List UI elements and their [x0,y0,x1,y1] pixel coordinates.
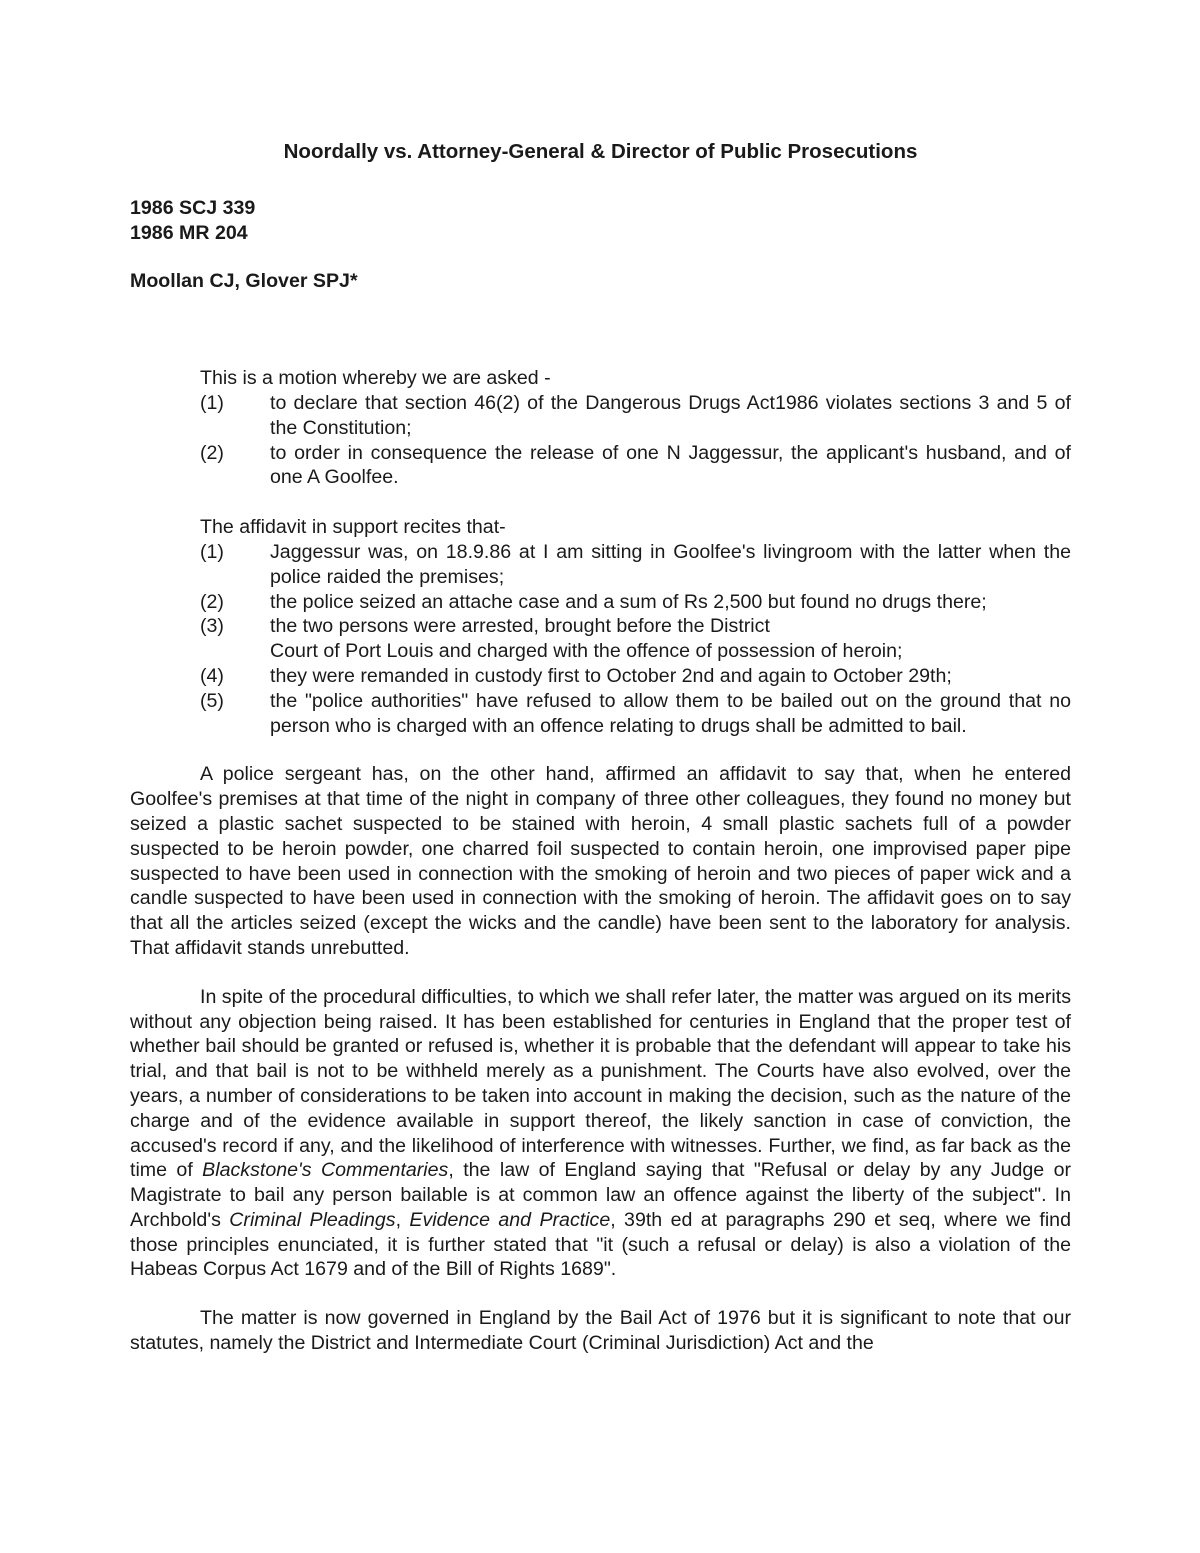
list-item [130,441,1071,491]
item-number: (1) [200,391,224,414]
item-text: to order in consequence the release of one N Jaggessur, the applicant's husband, and of one A Goolfee. [270,441,1071,489]
paragraph-text: , 39th ed at paragraphs 290 et seq, where we find those principles enunciated, it is further stated that "it (such a refusal or delay) is also a violation of the Habeas Corpus Act 1679 and of the Bill of Rights 1689". [130,1208,1071,1281]
italic-title: Evidence and Practice [409,1208,611,1231]
judges-line: Moollan CJ, Glover SPJ* [130,270,358,293]
item-text: Jaggessur was, on 18.9.86 at I am sitting in Goolfee's livingroom with the latter when the police raided the premises; [270,540,1071,588]
paragraph-procedural [130,985,1071,1283]
item-number: (2) [200,441,224,464]
paragraph-police-sergeant: A police sergeant has, on the other hand, affirmed an affidavit to say that, when he entered Goolfee's premises at that time of the night in company of three other colleagues, they found no money but seized a plastic sachet suspected to be stained with heroin, 4 small plastic sachets full of a powder suspected to be heroin powder, one charred foil suspected to contain heroin, one improvised paper pipe suspected to have been used in connection with the smoking of heroin and two pieces of paper wick and a candle suspected to have been used in connection with the smoking of heroin. The affidavit goes on to say that all the articles seized (except the wicks and the candle) have been sent to the laboratory for analysis. That affidavit stands unrebutted. [130,763,1071,959]
list-item [130,590,1071,615]
list-item [130,391,1071,441]
document-page [130,140,1071,1356]
item-text: they were remanded in custody first to October 2nd and again to October 29th; [270,664,952,687]
item-number: (2) [200,590,224,613]
item-number: (3) [200,615,224,638]
item-text-line2: Court of Port Louis and charged with the offence of possession of heroin; [270,640,903,663]
item-number: (1) [200,540,224,563]
affidavit-section [130,515,1071,738]
motion-section [130,366,1071,490]
motion-intro: This is a motion whereby we are asked - [200,367,551,390]
italic-title: Criminal Pleadings [229,1208,396,1231]
item-text: to declare that section 46(2) of the Dangerous Drugs Act1986 violates sections 3 and 5 of the Constitution; [270,391,1071,439]
paragraph-text: , the law of England saying that "Refusal or delay by any Judge or Magistrate to bail any person bailable is at common law an offence against the liberty of the subject". In Archbold's [130,1159,1071,1231]
affidavit-intro: The affidavit in support recites that- [200,516,506,539]
citation-mr: 1986 MR 204 [130,221,248,244]
item-text-line1: the two persons were arrested, brought before the District [270,615,770,638]
case-title: Noordally vs. Attorney-General & Director of Public Prosecutions [283,140,918,163]
italic-title: Blackstone's Commentaries [202,1159,449,1182]
item-text: the police seized an attache case and a sum of Rs 2,500 but found no drugs there; [270,590,987,613]
citation-scj: 1986 SCJ 339 [130,196,256,219]
list-item [130,540,1071,590]
item-text: the "police authorities" have refused to allow them to be bailed out on the ground that no person who is charged with an offence relating to drugs shall be admitted to bail. [270,689,1071,737]
item-number: (5) [200,689,224,712]
motion-list [130,391,1071,490]
paragraph-text: In spite of the procedural difficulties, to which we shall refer later, the matter was argued on its merits without any objection being raised. It has been established for centuries in England that the proper test of whether bail should be granted or refused is, whether it is probable that the defendant will appear to take his trial, and that bail is not to be withheld merely as a punishment. The Courts have also evolved, over the years, a number of considerations to be taken into account in making the decision, such as the nature of the charge and of the evidence available in support thereof, the likely sanction in case of conviction, the accused's record if any, and the likelihood of interference with witnesses. Further, we find, as far back as the time of [130,985,1071,1182]
list-item [130,689,1071,739]
paragraph-text: , [395,1208,410,1231]
affidavit-list [130,540,1071,738]
list-item [130,664,1071,689]
item-number: (4) [200,664,224,687]
list-item [130,614,1071,664]
item-text-multiline [270,614,1071,664]
paragraph-bail-act: The matter is now governed in England by the Bail Act of 1976 but it is significant to note that our statutes, namely the District and Intermediate Court (Criminal Jurisdiction) Act and the [130,1307,1071,1355]
